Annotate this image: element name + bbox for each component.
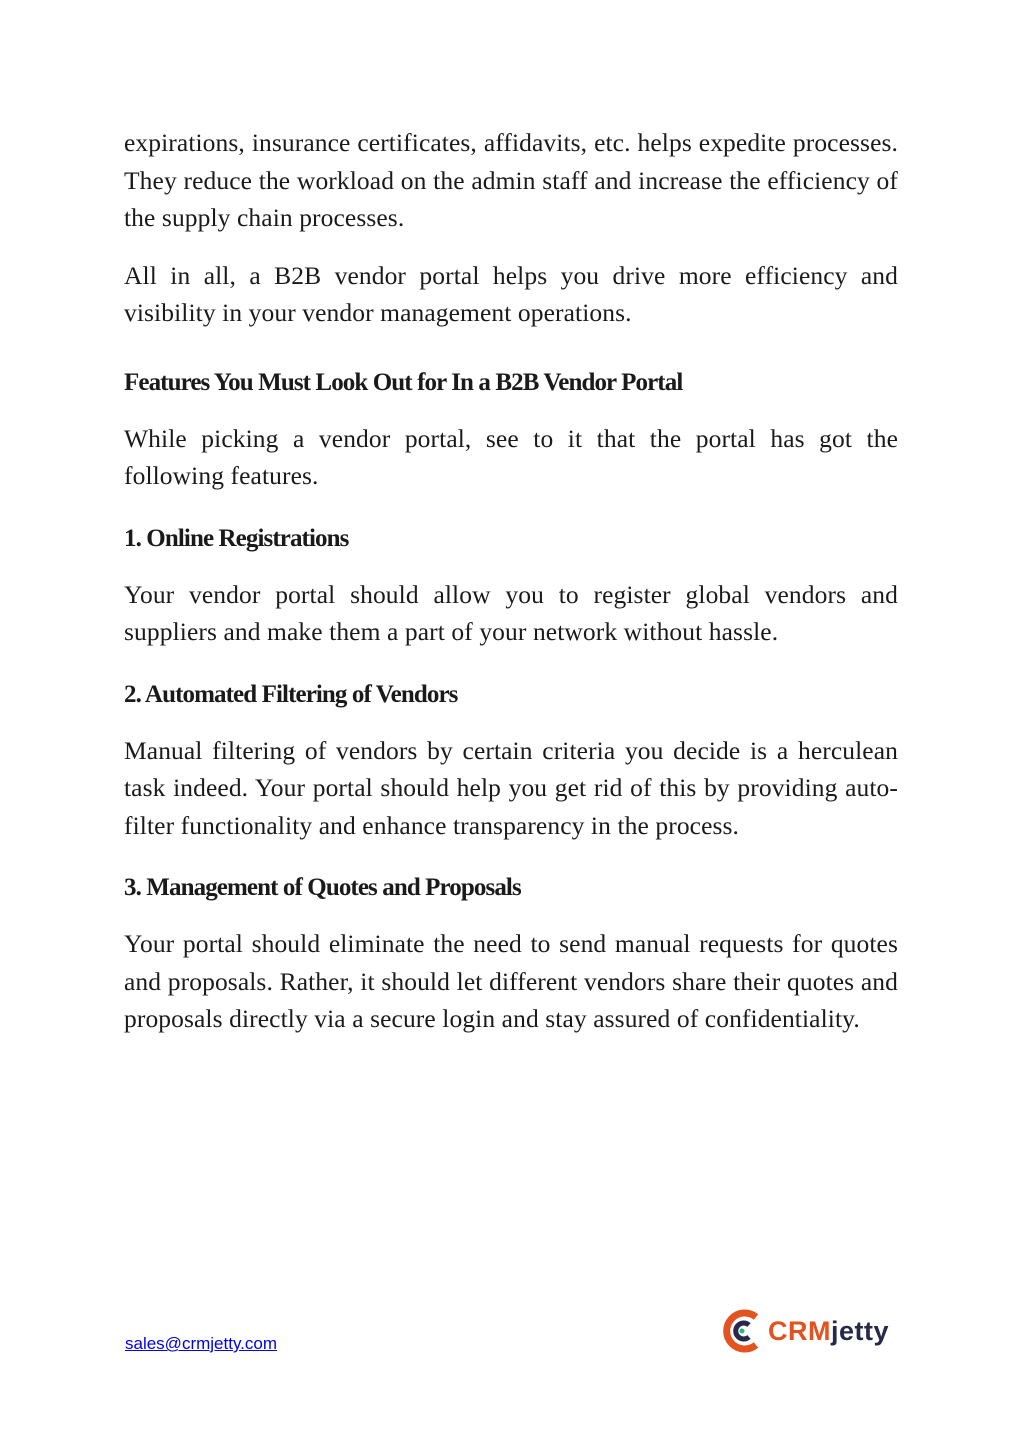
heading-online-registrations: 1. Online Registrations	[124, 524, 349, 552]
paragraph-online-registrations: Your vendor portal should allow you to register global vendors and suppliers and make them a part of your network without hassle.	[124, 579, 898, 646]
crmjetty-c-logo-icon	[722, 1309, 762, 1353]
crmjetty-logo	[722, 1308, 889, 1354]
document-body	[124, 124, 898, 1038]
paragraph-automated-filtering: Manual filtering of vendors by certain criteria you decide is a herculean task indeed. Your portal should help you get rid of this by providing auto-filter functionality and enhance transparency in the process.	[124, 735, 898, 840]
heading-automated-filtering: 2. Automated Filtering of Vendors	[124, 680, 458, 708]
heading-quotes-proposals: 3. Management of Quotes and Proposals	[124, 874, 521, 901]
paragraph-expirations: expirations, insurance certificates, affidavits, etc. helps expedite processes. They reduce the workload on the admin staff and increase the efficiency of the supply chain processes.	[124, 128, 898, 232]
paragraph-features-intro: While picking a vendor portal, see to it that the portal has got the following features.	[124, 423, 898, 490]
footer-email-link[interactable]: sales@crmjetty.com	[125, 1334, 278, 1353]
heading-features: Features You Must Look Out for In a B2B Vendor Portal	[124, 368, 683, 396]
paragraph-quotes-proposals: Your portal should eliminate the need to send manual requests for quotes and proposals. Rather, it should let different vendors share their quotes and proposals directly via a secure login and stay assured of confidentiality.	[124, 929, 898, 1033]
crmjetty-logo-text	[768, 1316, 889, 1347]
logo-crm-text: CRM	[768, 1315, 831, 1346]
paragraph-summary: All in all, a B2B vendor portal helps you drive more efficiency and visibility in your vendor management operations.	[124, 260, 898, 327]
logo-jetty-text: jetty	[831, 1315, 890, 1346]
